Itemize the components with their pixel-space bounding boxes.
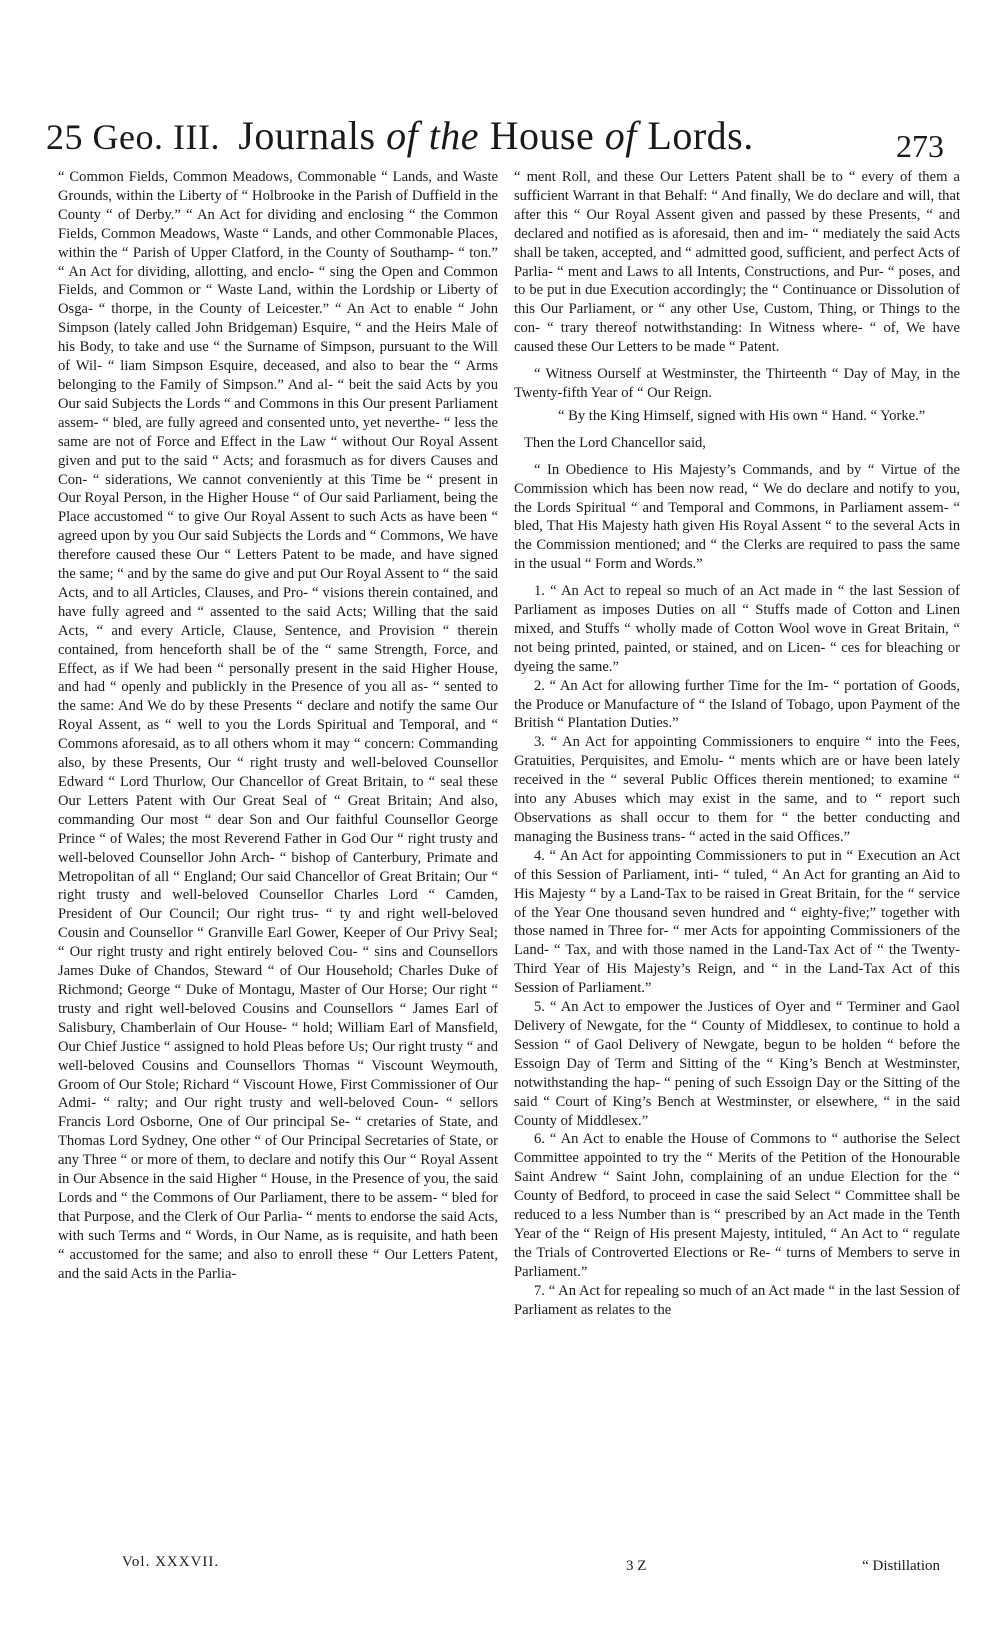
- title-house: House: [489, 113, 595, 158]
- title-journals: Journals: [238, 113, 376, 158]
- royal-signature: “ By the King Himself, signed with His own “ Hand. “ Yorke.”: [558, 407, 926, 424]
- title-of-the: of the: [386, 113, 480, 158]
- catchword: “ Distillation: [862, 1558, 940, 1574]
- signature-mark: 3 Z: [626, 1558, 647, 1574]
- act-item: 1. “ An Act to repeal so much of an Act made in “ the last Session of Parliament as imposes Duties on all “ Stuffs made of Cotton and Linen mixed, and Stuffs “ wholly made of Cotton Wool wove in Great Britain, “ not being printed, painted, or stained, and on Licen- “ ces for bleaching or dyeing the same.”: [514, 583, 960, 675]
- act-item: 7. “ An Act for repealing so much of an Act made “ in the last Session of Parliament as relates to the: [514, 1282, 960, 1318]
- chancellor-declaration: “ In Obedience to His Majesty’s Commands, and by “ Virtue of the Commission which has been now read, “ We do declare and notify to you, the Lords Spiritual “ and Temporal and Commons, in Parliament assem- “ bled, That His Majesty hath given His Royal Assent “ to the several Acts in the Commission mentioned; and “ the Clerks are required to pass the same in the usual “ Form and Words.”: [514, 461, 960, 573]
- regnal-year: 25 Geo. III.: [46, 117, 220, 157]
- left-column: [58, 168, 498, 1558]
- act-item: 2. “ An Act for allowing further Time for the Im- “ portation of Goods, the Produce or Manufacture of “ the Island of Tobago, upon Payment of the British “ Plantation Duties.”: [514, 677, 960, 732]
- chancellor-said: Then the Lord Chancellor said,: [524, 434, 706, 451]
- act-item: 3. “ An Act for appointing Commissioners to enquire “ into the Fees, Gratuities, Perquisites, and Emolu- “ ments which are or have been lately received in the “ several Public Offices therein mentioned; to examine “ into any Abuses which may exist in the same, and to “ report such Observations as shall occur to them for “ the better conducting and managing the Business trans- “ acted in the said Offices.”: [514, 734, 960, 845]
- volume-label: Vol. XXXVII.: [122, 1554, 220, 1570]
- commission-continuation: “ ment Roll, and these Our Letters Patent shall be to “ every of them a sufficient Warrant in that Behalf: “ And finally, We do declare and will, that after this “ Our Royal Assent given and passed by these Presents, “ and declared and notified as is aforesaid, then and im- “ mediately the said Acts shall be taken, accepted, and “ admitted good, sufficient, and perfect Acts of Parlia- “ ment and Laws to all Intents, Constructions, and Pur- “ poses, and to be put in due Execution accordingly; the “ Continuance or Dissolution of this Our Parliament, or “ any other Use, Custom, Thing, or Things to the con- “ trary thereof notwithstanding: In Witness where- “ of, We have caused these Our Letters to be made “ Patent.: [514, 169, 960, 356]
- title-of: of: [604, 113, 637, 158]
- title-lords: Lords.: [647, 113, 754, 158]
- act-item: 4. “ An Act for appointing Commissioners to put in “ Execution an Act of this Session of Parliament, inti- “ tuled, “ An Act for granting an Aid to His Majesty “ by a Land-Tax to be raised in Great Britain, for the “ service of the Year One thousand seven hundred and “ eighty-five;” together with those named in Three for- “ mer Acts for appointing Commissioners of the Land- “ Tax, and with those named in the Land-Tax Act of “ the Twenty-Third Year of His Majesty’s Reign, and “ in the Land-Tax Act of this Session of Parliament.”: [514, 847, 960, 997]
- right-column: [514, 168, 960, 1558]
- page-number: 273: [896, 128, 944, 164]
- page-header: [40, 108, 952, 168]
- page-footer: [58, 1554, 960, 1580]
- running-title: [40, 112, 952, 159]
- witness-clause: “ Witness Ourself at Westminster, the Thirteenth “ Day of May, in the Twenty-fifth Year of “ Our Reign.: [514, 366, 960, 401]
- left-column-text: “ Common Fields, Common Meadows, Commonable “ Lands, and Waste Grounds, within the Liberty of “ Holbrooke in the Parish of Duffield in the County “ of Derby.” “ An Act for dividing and enclosing “ the Common Fields, Common Meadows, Waste “ Lands, and other Commonable Places, within the “ Parish of Upper Clatford, in the County of Southamp- “ ton.” “ An Act for dividing, allotting, and enclo- “ sing the Open and Common Fields, and Common or “ Waste Land, within the Lordship or Liberty of Osga- “ thorpe, in the County of Leicester.” “ An Act to enable “ John Simpson (lately called John Bridgeman) Esquire, “ and the Heirs Male of his Body, to take and use “ the Surname of Simpson, pursuant to the Will of Wil- “ liam Simpson Esquire, deceased, and also to bear the “ Arms belonging to the Family of Simpson.” And al- “ beit the said Acts by you Our said Subjects the Lords “ and Commons in this Our present Parliament assem- “ bled, are fully agreed and consented unto, yet neverthe- “ less the same are not of Force and Effect in the Law “ without Our Royal Assent given and put to the said “ Acts; and forasmuch as for divers Causes and Con- “ siderations, We cannot conveniently at this Time be “ present in Our Royal Person, in the Higher House “ of Our said Parliament, being the Place accustomed “ to give Our Royal Assent to such Acts as have been “ agreed upon by you Our said Subjects the Lords and “ Commons, We have therefore caused these Our “ Letters Patent to be made, and have signed the same; “ and by the same do give and put Our Royal Assent to “ the said Acts, and to all Articles, Clauses, and Pro- “ visions therein contained, and have fully agreed and “ assented to the said Acts; Willing that the said Acts, “ and every Article, Clause, Sentence, and Provision “ therein contained, from henceforth shall be of the “ same Strength, Force, and Effect, as if We had been “ personally present in the said Higher House, and had “ openly and publickly in the Presence of you all as- “ sented to the same: And We do by these Presents “ declare and notify the same Our Royal Assent, as “ well to you the Lords Spiritual and Temporal, and “ Commons aforesaid, as to all others whom it may “ concern: Commanding also, by these Presents, Our “ right trusty and well-beloved Counsellor Edward “ Lord Thurlow, Our Chancellor of Great Britain, to “ seal these Our Letters Patent with Our Great Seal of “ Great Britain; And also, commanding Our most “ dear Son and Our faithful Counsellor George Prince “ of Wales; the most Reverend Father in God Our “ right trusty and well-beloved Counsellor John Arch- “ bishop of Canterbury, Primate and Metropolitan of all “ England; Our said Chancellor of Great Britain; Our “ right trusty and well-beloved Counsellor Charles Lord “ Camden, President of Our Council; Our right trus- “ ty and right well-beloved Cousin and Counsellor “ Granville Earl Gower, Keeper of Our Privy Seal; “ Our right trusty and right entirely beloved Cou- “ sins and Counsellors James Duke of Chandos, Steward “ of Our Household; Charles Duke of Richmond; George “ Duke of Montagu, Master of Our Horse; Our right “ trusty and right well-beloved Cousins and Counsellors “ James Earl of Salisbury, Chamberlain of Our House- “ hold; William Earl of Mansfield, Our Chief Justice “ assigned to hold Pleas before Us; Our right trusty “ and well-beloved Cousins and Counsellors Thomas “ Viscount Weymouth, Groom of Our Stole; Richard “ Viscount Howe, First Commissioner of Our Admi- “ ralty; and Our right trusty and well-beloved Coun- “ sellors Francis Lord Osborne, One of Our principal Se- “ cretaries of State, and Thomas Lord Sydney, One other “ of Our Principal Secretaries of State, or any Three “ or more of them, to declare and notify this Our “ Royal Assent in Our Absence in the said Higher “ House, in the Presence of you, the said Lords and “ the Commons of Our Parliament, there to be assem- “ bled for that Purpose, and the Clerk of Our Parlia- “ ments to endorse the said Acts, with such Terms and “ Words, in Our Name, as is requisite, and hath been “ accustomed for the same; and also to enroll these “ Our Letters Patent, and the said Acts in the Parlia-: [58, 169, 498, 1282]
- act-item: 5. “ An Act to empower the Justices of Oyer and “ Terminer and Gaol Delivery of Newgate, for the “ County of Middlesex, to continue to hold a Session “ of Gaol Delivery of Newgate, begun to be holden “ before the Essoign Day of Term and Sitting of the “ King’s Bench at Westminster, notwithstanding the hap- “ pening of such Essoign Day or the Sitting of the said “ Court of King’s Bench at Westminster, or elsewhere, “ in the said County of Middlesex.”: [514, 999, 960, 1129]
- act-item: 6. “ An Act to enable the House of Commons to “ authorise the Select Committee appointed to try the “ Merits of the Petition of the Honourable Saint Andrew “ Saint John, complaining of an undue Election for the “ County of Bedford, to proceed in case the said Select “ Committee shall be reduced to a less Number than is “ prescribed by an Act made in the Tenth Year of the “ Reign of His present Majesty, intituled, “ An Act to “ regulate the Trials of Controverted Elections or Re- “ turns of Members to serve in Parliament.”: [514, 1131, 960, 1280]
